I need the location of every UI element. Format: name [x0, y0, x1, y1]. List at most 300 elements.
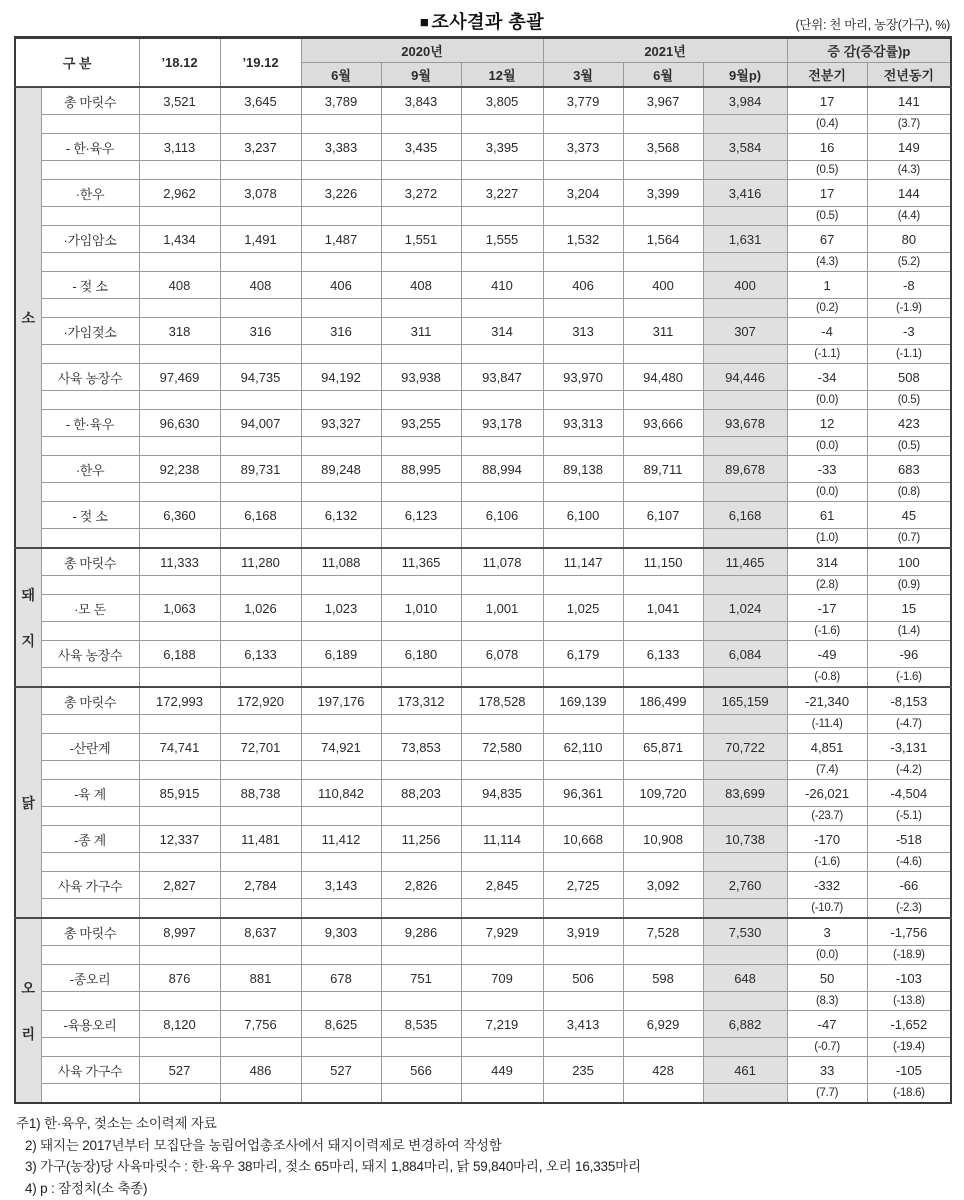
empty-cell [543, 946, 623, 965]
value-cell: 406 [301, 272, 381, 299]
empty-cell [461, 529, 543, 549]
value-cell: 33 [787, 1057, 867, 1084]
value-cell: 89,138 [543, 456, 623, 483]
value-cell: 3,204 [543, 180, 623, 207]
value-cell: 17 [787, 87, 867, 115]
empty-cell [543, 161, 623, 180]
empty-cell [623, 299, 703, 318]
empty-label-cell [41, 299, 139, 318]
empty-cell [301, 1038, 381, 1057]
pct-cell: (1.0) [787, 529, 867, 549]
row-label: - 젖 소 [41, 502, 139, 529]
header-change: 증 감(증감률)p [787, 38, 951, 63]
value-cell: 3,416 [703, 180, 787, 207]
empty-cell [381, 391, 461, 410]
value-cell: 2,826 [381, 872, 461, 899]
value-cell: 3,113 [139, 134, 220, 161]
pct-cell: (0.0) [787, 437, 867, 456]
empty-cell [461, 483, 543, 502]
value-cell: 408 [220, 272, 301, 299]
row-label: 사육 가구수 [41, 872, 139, 899]
value-cell: 6,168 [220, 502, 301, 529]
pct-cell: (-23.7) [787, 807, 867, 826]
value-cell: 88,994 [461, 456, 543, 483]
empty-cell [301, 253, 381, 272]
value-cell: -4 [787, 318, 867, 345]
empty-cell [461, 807, 543, 826]
empty-cell [543, 576, 623, 595]
empty-cell [301, 161, 381, 180]
value-cell: 314 [787, 548, 867, 576]
value-cell: 400 [623, 272, 703, 299]
value-cell: 678 [301, 965, 381, 992]
header-change-yoy: 전년동기 [867, 63, 951, 88]
empty-cell [543, 1084, 623, 1104]
empty-cell [220, 715, 301, 734]
value-cell: 3,237 [220, 134, 301, 161]
pct-cell: (4.3) [787, 253, 867, 272]
value-cell: 486 [220, 1057, 301, 1084]
value-cell: 3,092 [623, 872, 703, 899]
value-cell: 235 [543, 1057, 623, 1084]
value-cell: -33 [787, 456, 867, 483]
value-cell: 100 [867, 548, 951, 576]
empty-cell [703, 161, 787, 180]
value-cell: 408 [139, 272, 220, 299]
pct-cell: (-13.8) [867, 992, 951, 1011]
header-col-1812: ’18.12 [139, 38, 220, 88]
title-row [14, 6, 950, 36]
value-cell: 93,327 [301, 410, 381, 437]
empty-cell [139, 853, 220, 872]
value-cell: 1,487 [301, 226, 381, 253]
empty-cell [381, 576, 461, 595]
value-cell: 423 [867, 410, 951, 437]
empty-label-cell [41, 391, 139, 410]
pct-cell: (4.4) [867, 207, 951, 226]
row-label: -산란계 [41, 734, 139, 761]
pct-cell: (-2.3) [867, 899, 951, 919]
value-cell: -1,652 [867, 1011, 951, 1038]
empty-cell [623, 483, 703, 502]
empty-cell [220, 576, 301, 595]
pct-cell: (7.4) [787, 761, 867, 780]
empty-cell [301, 207, 381, 226]
value-cell: 94,480 [623, 364, 703, 391]
empty-cell [381, 299, 461, 318]
value-cell: 3,272 [381, 180, 461, 207]
value-cell: 1,555 [461, 226, 543, 253]
footnotes [14, 1104, 950, 1199]
empty-label-cell [41, 853, 139, 872]
pct-cell: (0.4) [787, 115, 867, 134]
value-cell: 11,365 [381, 548, 461, 576]
footnote-3: 3) 가구(농장)당 사육마릿수 : 한·육우 38마리, 젖소 65마리, 돼지 1,884마리, 닭 59,840마리, 오리 16,335마리 [25, 1159, 641, 1175]
value-cell: -34 [787, 364, 867, 391]
header-month-2020-sep: 9월 [381, 63, 461, 88]
unit-note: (단위: 천 마리, 농장(가구), %) [795, 18, 950, 32]
empty-cell [623, 992, 703, 1011]
empty-label-cell [41, 529, 139, 549]
empty-cell [623, 668, 703, 688]
pct-cell: (0.5) [867, 437, 951, 456]
empty-cell [461, 1038, 543, 1057]
empty-cell [623, 207, 703, 226]
pct-cell: (-10.7) [787, 899, 867, 919]
empty-cell [461, 576, 543, 595]
section-label-chicken [15, 687, 41, 918]
value-cell: 3,843 [381, 87, 461, 115]
value-cell: 1,434 [139, 226, 220, 253]
value-cell: 70,722 [703, 734, 787, 761]
value-cell: 316 [220, 318, 301, 345]
empty-cell [703, 483, 787, 502]
pct-cell: (0.8) [867, 483, 951, 502]
empty-cell [543, 299, 623, 318]
empty-cell [301, 1084, 381, 1104]
value-cell: 93,255 [381, 410, 461, 437]
empty-cell [703, 207, 787, 226]
value-cell: -96 [867, 641, 951, 668]
value-cell: 1,001 [461, 595, 543, 622]
value-cell: 12 [787, 410, 867, 437]
section-char: 돼 [21, 586, 36, 603]
value-cell: 96,361 [543, 780, 623, 807]
empty-cell [623, 345, 703, 364]
empty-cell [623, 391, 703, 410]
empty-cell [623, 761, 703, 780]
footnote-1: 주1) 한·육우, 젖소는 소이력제 자료 [16, 1116, 217, 1131]
empty-cell [301, 899, 381, 919]
empty-cell [220, 207, 301, 226]
empty-cell [623, 437, 703, 456]
empty-cell [543, 715, 623, 734]
header-month-2020-jun: 6월 [301, 63, 381, 88]
value-cell: 197,176 [301, 687, 381, 715]
pct-cell: (0.0) [787, 391, 867, 410]
value-cell: 109,720 [623, 780, 703, 807]
value-cell: 566 [381, 1057, 461, 1084]
value-cell: 406 [543, 272, 623, 299]
pct-cell: (-18.9) [867, 946, 951, 965]
value-cell: 7,756 [220, 1011, 301, 1038]
value-cell: 461 [703, 1057, 787, 1084]
value-cell: 96,630 [139, 410, 220, 437]
empty-cell [623, 576, 703, 595]
empty-cell [543, 622, 623, 641]
empty-cell [381, 992, 461, 1011]
empty-cell [301, 715, 381, 734]
header-month-2021-jun: 6월 [623, 63, 703, 88]
value-cell: 3,226 [301, 180, 381, 207]
empty-cell [139, 622, 220, 641]
pct-cell: (-4.7) [867, 715, 951, 734]
value-cell: 598 [623, 965, 703, 992]
section-name-pig [16, 549, 41, 686]
value-cell: 74,741 [139, 734, 220, 761]
empty-cell [139, 207, 220, 226]
value-cell: 172,920 [220, 687, 301, 715]
section-name-duck [16, 919, 41, 1102]
pct-cell: (4.3) [867, 161, 951, 180]
empty-cell [461, 437, 543, 456]
row-label: -육용오리 [41, 1011, 139, 1038]
value-cell: 94,446 [703, 364, 787, 391]
empty-cell [623, 253, 703, 272]
value-cell: 6,107 [623, 502, 703, 529]
value-cell: 4,851 [787, 734, 867, 761]
empty-cell [381, 668, 461, 688]
row-label: 총 마릿수 [41, 918, 139, 946]
value-cell: 11,280 [220, 548, 301, 576]
value-cell: 316 [301, 318, 381, 345]
value-cell: 141 [867, 87, 951, 115]
value-cell: 3,779 [543, 87, 623, 115]
empty-cell [381, 622, 461, 641]
row-label: ·가임젖소 [41, 318, 139, 345]
empty-cell [301, 761, 381, 780]
value-cell: 11,481 [220, 826, 301, 853]
value-cell: 172,993 [139, 687, 220, 715]
empty-cell [703, 576, 787, 595]
row-label: ·가임암소 [41, 226, 139, 253]
value-cell: 3,984 [703, 87, 787, 115]
value-cell: 88,203 [381, 780, 461, 807]
value-cell: 1,023 [301, 595, 381, 622]
empty-cell [703, 299, 787, 318]
value-cell: 11,256 [381, 826, 461, 853]
empty-cell [623, 1038, 703, 1057]
footnote-4: 4) p : 잠정치(소 축종) [25, 1180, 148, 1196]
value-cell: 94,735 [220, 364, 301, 391]
value-cell: 11,078 [461, 548, 543, 576]
empty-cell [139, 761, 220, 780]
section-char: 소 [21, 309, 36, 326]
value-cell: 1 [787, 272, 867, 299]
empty-cell [543, 529, 623, 549]
value-cell: 1,564 [623, 226, 703, 253]
section-name-cattle [16, 88, 41, 547]
empty-cell [381, 207, 461, 226]
empty-cell [381, 715, 461, 734]
empty-cell [220, 437, 301, 456]
empty-cell [543, 345, 623, 364]
empty-cell [461, 853, 543, 872]
empty-cell [139, 992, 220, 1011]
value-cell: 318 [139, 318, 220, 345]
value-cell: 1,631 [703, 226, 787, 253]
row-label: -종 계 [41, 826, 139, 853]
pct-cell: (-1.6) [787, 622, 867, 641]
value-cell: 11,114 [461, 826, 543, 853]
pct-cell: (0.2) [787, 299, 867, 318]
value-cell: 3,078 [220, 180, 301, 207]
value-cell: 400 [703, 272, 787, 299]
empty-cell [220, 992, 301, 1011]
value-cell: 6,100 [543, 502, 623, 529]
value-cell: 3,919 [543, 918, 623, 946]
row-label: 총 마릿수 [41, 87, 139, 115]
value-cell: 8,997 [139, 918, 220, 946]
value-cell: 74,921 [301, 734, 381, 761]
pct-cell: (-4.2) [867, 761, 951, 780]
table-body [15, 87, 951, 1103]
empty-label-cell [41, 253, 139, 272]
empty-cell [543, 115, 623, 134]
empty-cell [139, 437, 220, 456]
value-cell: 83,699 [703, 780, 787, 807]
section-label-pig [15, 548, 41, 687]
row-label: 사육 농장수 [41, 364, 139, 391]
pct-cell: (-1.1) [867, 345, 951, 364]
value-cell: 165,159 [703, 687, 787, 715]
value-cell: 311 [381, 318, 461, 345]
empty-cell [220, 853, 301, 872]
value-cell: 3,413 [543, 1011, 623, 1038]
empty-cell [703, 253, 787, 272]
value-cell: 2,725 [543, 872, 623, 899]
section-char: 지 [21, 632, 36, 649]
empty-label-cell [41, 115, 139, 134]
value-cell: 17 [787, 180, 867, 207]
pct-cell: (0.0) [787, 946, 867, 965]
empty-cell [301, 992, 381, 1011]
value-cell: 8,120 [139, 1011, 220, 1038]
value-cell: 94,007 [220, 410, 301, 437]
empty-label-cell [41, 946, 139, 965]
empty-cell [220, 1038, 301, 1057]
value-cell: 3 [787, 918, 867, 946]
empty-cell [381, 115, 461, 134]
row-label: 총 마릿수 [41, 687, 139, 715]
value-cell: 93,678 [703, 410, 787, 437]
empty-label-cell [41, 161, 139, 180]
empty-cell [220, 622, 301, 641]
pct-cell: (1.4) [867, 622, 951, 641]
empty-cell [220, 946, 301, 965]
empty-cell [703, 1038, 787, 1057]
value-cell: 89,711 [623, 456, 703, 483]
section-char: 오 [21, 979, 36, 996]
value-cell: 508 [867, 364, 951, 391]
empty-cell [703, 807, 787, 826]
value-cell: 7,528 [623, 918, 703, 946]
value-cell: 3,967 [623, 87, 703, 115]
row-label: - 한·육우 [41, 134, 139, 161]
empty-cell [703, 437, 787, 456]
value-cell: 876 [139, 965, 220, 992]
pct-cell: (-1.6) [867, 668, 951, 688]
value-cell: 178,528 [461, 687, 543, 715]
value-cell: 3,227 [461, 180, 543, 207]
value-cell: 1,532 [543, 226, 623, 253]
section-char: 리 [21, 1025, 36, 1042]
value-cell: -518 [867, 826, 951, 853]
footnote-2: 2) 돼지는 2017년부터 모집단을 농림어업총조사에서 돼지이력제로 변경하여 작성함 [25, 1137, 502, 1153]
value-cell: 144 [867, 180, 951, 207]
header-month-2021-mar: 3월 [543, 63, 623, 88]
value-cell: 6,189 [301, 641, 381, 668]
pct-cell: (0.5) [867, 391, 951, 410]
empty-cell [623, 899, 703, 919]
empty-cell [381, 761, 461, 780]
value-cell: 149 [867, 134, 951, 161]
empty-cell [461, 946, 543, 965]
value-cell: 2,845 [461, 872, 543, 899]
empty-cell [301, 391, 381, 410]
header-month-2020-dec: 12월 [461, 63, 543, 88]
value-cell: 89,248 [301, 456, 381, 483]
row-label: ·모 돈 [41, 595, 139, 622]
empty-cell [381, 529, 461, 549]
empty-cell [703, 529, 787, 549]
header-col-1912: ’19.12 [220, 38, 301, 88]
empty-cell [220, 391, 301, 410]
value-cell: -3 [867, 318, 951, 345]
empty-cell [139, 391, 220, 410]
empty-cell [623, 161, 703, 180]
value-cell: -3,131 [867, 734, 951, 761]
empty-cell [703, 391, 787, 410]
empty-cell [461, 115, 543, 134]
empty-cell [703, 115, 787, 134]
empty-cell [703, 1084, 787, 1104]
empty-cell [139, 1084, 220, 1104]
value-cell: 6,929 [623, 1011, 703, 1038]
empty-cell [220, 899, 301, 919]
value-cell: 314 [461, 318, 543, 345]
value-cell: 9,286 [381, 918, 461, 946]
empty-label-cell [41, 483, 139, 502]
empty-cell [220, 807, 301, 826]
value-cell: 15 [867, 595, 951, 622]
empty-cell [139, 161, 220, 180]
empty-cell [220, 253, 301, 272]
pct-cell: (-1.6) [787, 853, 867, 872]
value-cell: 85,915 [139, 780, 220, 807]
page-title-text: 조사결과 총괄 [431, 12, 545, 32]
value-cell: 169,139 [543, 687, 623, 715]
empty-cell [461, 899, 543, 919]
value-cell: 88,738 [220, 780, 301, 807]
empty-cell [381, 807, 461, 826]
empty-cell [703, 853, 787, 872]
value-cell: -49 [787, 641, 867, 668]
empty-cell [381, 1038, 461, 1057]
value-cell: 9,303 [301, 918, 381, 946]
value-cell: 93,970 [543, 364, 623, 391]
empty-cell [703, 761, 787, 780]
header-year-2021: 2021년 [543, 38, 787, 63]
pct-cell: (-18.6) [867, 1084, 951, 1104]
empty-cell [381, 437, 461, 456]
empty-cell [301, 946, 381, 965]
empty-cell [461, 345, 543, 364]
pct-cell: (-1.9) [867, 299, 951, 318]
value-cell: 6,078 [461, 641, 543, 668]
pct-cell: (-11.4) [787, 715, 867, 734]
empty-cell [543, 207, 623, 226]
value-cell: 89,678 [703, 456, 787, 483]
value-cell: 3,568 [623, 134, 703, 161]
row-label: -육 계 [41, 780, 139, 807]
empty-cell [220, 161, 301, 180]
empty-cell [543, 391, 623, 410]
value-cell: 1,491 [220, 226, 301, 253]
empty-cell [301, 115, 381, 134]
empty-cell [220, 529, 301, 549]
empty-cell [461, 761, 543, 780]
